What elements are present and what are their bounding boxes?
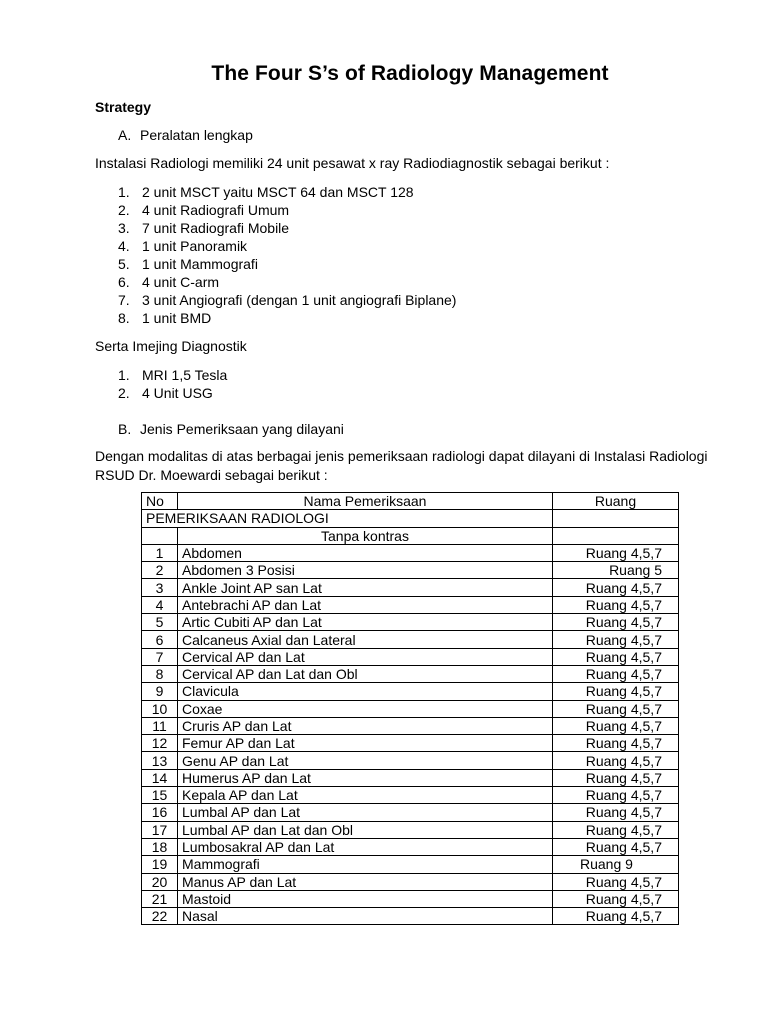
list-item-text: 1 unit BMD — [142, 310, 212, 326]
cell-room: Ruang 4,5,7 — [553, 908, 679, 925]
cell-name: Coxae — [178, 700, 553, 717]
cell-room: Ruang 4,5,7 — [553, 665, 679, 682]
cell-room: Ruang 4,5,7 — [553, 873, 679, 890]
cell-name: Lumbal AP dan Lat — [178, 804, 553, 821]
table-row — [142, 769, 679, 786]
table-row — [142, 873, 679, 890]
cell-room: Ruang 5 — [553, 562, 679, 579]
xray-unit-list — [118, 183, 456, 327]
cell-room: Ruang 4,5,7 — [553, 614, 679, 631]
subsection-label: Tanpa kontras — [178, 527, 553, 544]
list-marker: B. — [118, 421, 132, 437]
cell-name: Ankle Joint AP san Lat — [178, 579, 553, 596]
table-row — [142, 631, 679, 648]
table-row — [142, 648, 679, 665]
cell-no: 16 — [142, 804, 178, 821]
cell-no: 6 — [142, 631, 178, 648]
cell-no: 10 — [142, 700, 178, 717]
cell-name: Abdomen 3 Posisi — [178, 562, 553, 579]
cell-name: Manus AP dan Lat — [178, 873, 553, 890]
cell-name: Kepala AP dan Lat — [178, 787, 553, 804]
list-item — [118, 366, 227, 384]
table-row — [142, 683, 679, 700]
table-row — [142, 856, 679, 873]
cell-room: Ruang 4,5,7 — [553, 683, 679, 700]
section-heading-strategy: Strategy — [95, 99, 152, 115]
list-item-a — [118, 127, 253, 144]
cell-no: 18 — [142, 838, 178, 855]
exam-table — [141, 492, 679, 925]
section-label: PEMERIKSAAN RADIOLOGI — [142, 510, 553, 527]
cell-name: Clavicula — [178, 683, 553, 700]
cell-name: Abdomen — [178, 544, 553, 561]
table-row — [142, 735, 679, 752]
list-number: 5. — [118, 256, 130, 272]
cell-no: 11 — [142, 717, 178, 734]
list-item — [118, 237, 456, 255]
cell-room: Ruang 4,5,7 — [553, 717, 679, 734]
cell-room: Ruang 4,5,7 — [553, 579, 679, 596]
table-row — [142, 752, 679, 769]
cell-no: 9 — [142, 683, 178, 700]
list-item — [118, 309, 456, 327]
cell-name: Humerus AP dan Lat — [178, 769, 553, 786]
table-row — [142, 596, 679, 613]
cell-room: Ruang 4,5,7 — [553, 804, 679, 821]
header-room: Ruang — [553, 493, 679, 510]
cell-no: 3 — [142, 579, 178, 596]
page-title: The Four S’s of Radiology Management — [211, 62, 609, 85]
imaging-heading: Serta Imejing Diagnostik — [95, 338, 247, 354]
cell-no: 13 — [142, 752, 178, 769]
cell-name: Lumbosakral AP dan Lat — [178, 838, 553, 855]
cell-no: 15 — [142, 787, 178, 804]
table-row — [142, 804, 679, 821]
list-item-text: 4 Unit USG — [142, 385, 213, 401]
cell-no: 17 — [142, 821, 178, 838]
list-item — [118, 201, 456, 219]
cell-no: 20 — [142, 873, 178, 890]
list-item-text: MRI 1,5 Tesla — [142, 367, 228, 383]
list-number: 2. — [118, 385, 130, 401]
exam-paragraph: Dengan modalitas di atas berbagai jenis pemeriksaan radiologi dapat dilayani di Instalasi Radiologi RSUD Dr. Moewardi sebagai berikut : — [95, 448, 708, 483]
list-item-b — [118, 421, 344, 438]
subsection-room-empty — [553, 527, 679, 544]
table-row — [142, 562, 679, 579]
cell-no: 12 — [142, 735, 178, 752]
cell-room: Ruang 9 — [553, 856, 679, 873]
cell-name: Cervical AP dan Lat dan Obl — [178, 665, 553, 682]
list-number: 3. — [118, 220, 130, 236]
cell-name: Lumbal AP dan Lat dan Obl — [178, 821, 553, 838]
cell-name: Mastoid — [178, 890, 553, 907]
list-number: 1. — [118, 184, 130, 200]
list-number: 2. — [118, 202, 130, 218]
cell-room: Ruang 4,5,7 — [553, 596, 679, 613]
cell-name: Genu AP dan Lat — [178, 752, 553, 769]
cell-room: Ruang 4,5,7 — [553, 752, 679, 769]
table-row — [142, 890, 679, 907]
list-item-text: 1 unit Mammografi — [142, 256, 258, 272]
table-row — [142, 787, 679, 804]
cell-no: 5 — [142, 614, 178, 631]
cell-no: 4 — [142, 596, 178, 613]
section-room-empty — [553, 510, 679, 527]
table-header-row — [142, 493, 679, 510]
cell-no: 14 — [142, 769, 178, 786]
list-number: 1. — [118, 367, 130, 383]
list-item-text: 2 unit MSCT yaitu MSCT 64 dan MSCT 128 — [142, 184, 414, 200]
cell-name: Cervical AP dan Lat — [178, 648, 553, 665]
cell-name: Calcaneus Axial dan Lateral — [178, 631, 553, 648]
table-row — [142, 579, 679, 596]
list-number: 8. — [118, 310, 130, 326]
list-marker: A. — [118, 127, 132, 143]
table-row — [142, 544, 679, 561]
cell-room: Ruang 4,5,7 — [553, 769, 679, 786]
table-row — [142, 614, 679, 631]
cell-room: Ruang 4,5,7 — [553, 735, 679, 752]
cell-no: 1 — [142, 544, 178, 561]
cell-room: Ruang 4,5,7 — [553, 890, 679, 907]
intro-paragraph: Instalasi Radiologi memiliki 24 unit pesawat x ray Radiodiagnostik sebagai berikut : — [95, 155, 610, 171]
list-item — [118, 384, 227, 402]
list-item — [118, 255, 456, 273]
list-item-text: 4 unit Radiografi Umum — [142, 202, 290, 218]
list-number: 4. — [118, 238, 130, 254]
cell-no: 22 — [142, 908, 178, 925]
cell-no: 19 — [142, 856, 178, 873]
list-item-text: Jenis Pemeriksaan yang dilayani — [140, 421, 344, 437]
table-row — [142, 908, 679, 925]
list-item — [118, 219, 456, 237]
list-item-text: 7 unit Radiografi Mobile — [142, 220, 290, 236]
table-row — [142, 821, 679, 838]
cell-room: Ruang 4,5,7 — [553, 631, 679, 648]
cell-name: Femur AP dan Lat — [178, 735, 553, 752]
cell-no: 7 — [142, 648, 178, 665]
list-item-text: 4 unit C-arm — [142, 274, 220, 290]
cell-name: Nasal — [178, 908, 553, 925]
cell-room: Ruang 4,5,7 — [553, 821, 679, 838]
table-row — [142, 717, 679, 734]
list-item — [118, 291, 456, 309]
cell-room: Ruang 4,5,7 — [553, 648, 679, 665]
cell-room: Ruang 4,5,7 — [553, 544, 679, 561]
cell-name: Cruris AP dan Lat — [178, 717, 553, 734]
list-item-text: Peralatan lengkap — [140, 127, 253, 143]
list-item — [118, 183, 456, 201]
list-item-text: 1 unit Panoramik — [142, 238, 248, 254]
cell-room: Ruang 4,5,7 — [553, 700, 679, 717]
table-row — [142, 838, 679, 855]
table-row — [142, 700, 679, 717]
header-name: Nama Pemeriksaan — [178, 493, 553, 510]
cell-name: Antebrachi AP dan Lat — [178, 596, 553, 613]
cell-name: Mammografi — [178, 856, 553, 873]
imaging-unit-list — [118, 366, 227, 402]
list-number: 7. — [118, 292, 130, 308]
cell-room: Ruang 4,5,7 — [553, 787, 679, 804]
list-number: 6. — [118, 274, 130, 290]
table-section-row — [142, 510, 679, 527]
cell-name: Artic Cubiti AP dan Lat — [178, 614, 553, 631]
list-item-text: 3 unit Angiografi (dengan 1 unit angiografi Biplane) — [142, 292, 457, 308]
header-no: No — [142, 493, 178, 510]
table-row — [142, 665, 679, 682]
cell-no: 21 — [142, 890, 178, 907]
cell-no: 2 — [142, 562, 178, 579]
table-subsection-row — [142, 527, 679, 544]
subsection-no-empty — [142, 527, 178, 544]
cell-room: Ruang 4,5,7 — [553, 838, 679, 855]
cell-no: 8 — [142, 665, 178, 682]
list-item — [118, 273, 456, 291]
